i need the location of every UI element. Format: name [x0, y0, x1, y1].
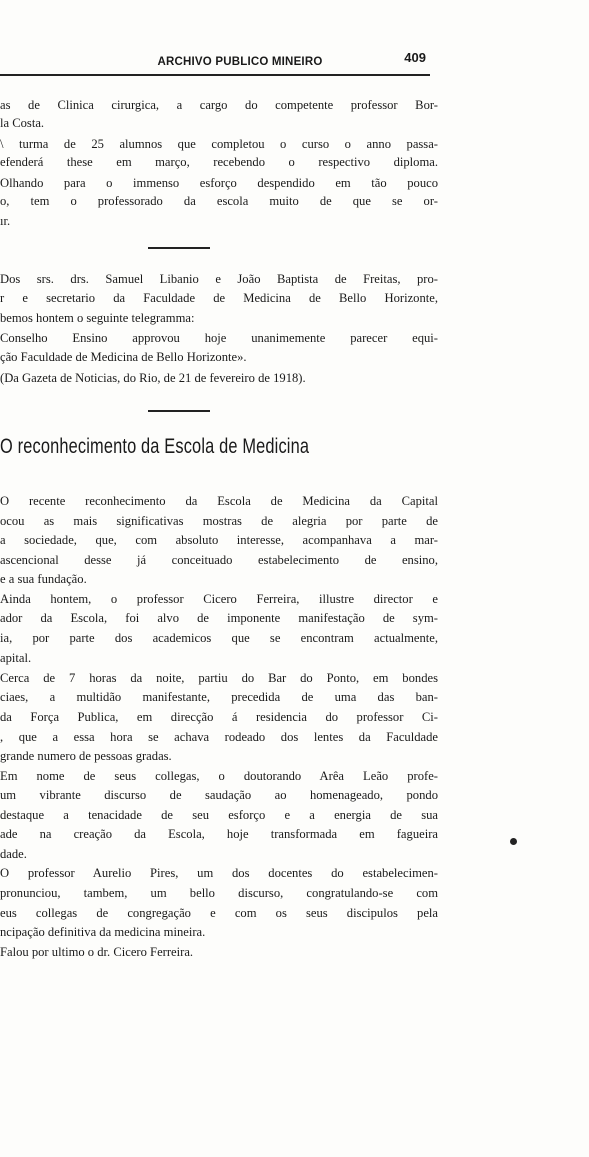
text-line: dade.: [0, 847, 27, 861]
text-line: ocou as mais significativas mostras de alegria por parte de: [0, 514, 438, 528]
text-line: Olhando para o immenso esforço despendido em tão pouco: [0, 176, 438, 190]
text-line: la Costa.: [0, 116, 45, 130]
text-line: Cerca de 7 horas da noite, partiu do Bar do Ponto, em bondes: [0, 671, 438, 685]
text-line: pronunciou, tambem, um bello discurso, congratulando-se com: [0, 886, 438, 900]
text-line: , que a essa hora se achava rodeado dos lentes da Faculdade: [0, 730, 438, 744]
article-title: O reconhecimento da Escola de Medicina: [0, 435, 310, 458]
text-line: ador da Escola, foi alvo de imponente manifestação de sym-: [0, 611, 438, 625]
page-header: [0, 48, 430, 76]
text-line: Dos srs. drs. Samuel Libanio e João Baptista de Freitas, pro-: [0, 272, 438, 286]
text-line: bemos hontem o seguinte telegramma:: [0, 311, 195, 325]
text-line: grande numero de pessoas gradas.: [0, 749, 172, 763]
text-line: efenderá these em março, recebendo o respectivo diploma.: [0, 155, 438, 169]
text-line: Falou por ultimo o dr. Cicero Ferreira.: [0, 945, 194, 959]
ink-dot: [510, 838, 517, 845]
text-line: ade na creação da Escola, hoje transformada em fagueira: [0, 827, 438, 841]
text-line: r e secretario da Faculdade de Medicina de Bello Horizonte,: [0, 291, 438, 305]
section-divider: [148, 410, 210, 412]
text-line: \ turma de 25 alumnos que completou o curso o anno passa-: [0, 137, 438, 151]
text-line: o, tem o professorado da escola muito de que se or-: [0, 194, 438, 208]
text-line: Em nome de seus collegas, o doutorando Arêa Leão profe-: [0, 769, 438, 783]
text-line: Conselho Ensino approvou hoje unanimemente parecer equi-: [0, 331, 438, 345]
text-line: ia, por parte dos academicos que se encontram actualmente,: [0, 631, 438, 645]
text-line: a sociedade, que, com absoluto interesse, acompanhava a mar-: [0, 533, 438, 547]
text-line: destaque a tenacidade de seu esforço e a energia de sua: [0, 808, 438, 822]
text-line: e a sua fundação.: [0, 572, 87, 586]
text-line: O professor Aurelio Pires, um dos docentes do estabelecimen-: [0, 866, 438, 880]
source-citation: (Da Gazeta de Noticias, do Rio, de 21 de fevereiro de 1918).: [0, 371, 306, 385]
text-line: as de Clinica cirurgica, a cargo do competente professor Bor-: [0, 98, 438, 112]
text-line: ciaes, a multidão manifestante, precedida de uma das ban-: [0, 690, 438, 704]
text-line: eus collegas de congregação e com os seus discipulos pela: [0, 906, 438, 920]
text-line: O recente reconhecimento da Escola de Medicina da Capital: [0, 494, 438, 508]
running-head: ARCHIVO PUBLICO MINEIRO: [157, 56, 323, 68]
text-line: da Força Publica, em direcção á residencia do professor Ci-: [0, 710, 438, 724]
text-line: apital.: [0, 651, 32, 665]
text-line: ır.: [0, 214, 11, 228]
section-divider: [148, 247, 210, 249]
text-line: ncipação definitiva da medicina mineira.: [0, 925, 206, 939]
text-line: ção Faculdade de Medicina de Bello Horizonte».: [0, 350, 247, 364]
text-line: ascencional desse já conceituado estabelecimento de ensino,: [0, 553, 438, 567]
text-line: Ainda hontem, o professor Cicero Ferreira, illustre director e: [0, 592, 438, 606]
text-line: um vibrante discurso de saudação ao homenageado, pondo: [0, 788, 438, 802]
page-number: 409: [404, 50, 426, 65]
